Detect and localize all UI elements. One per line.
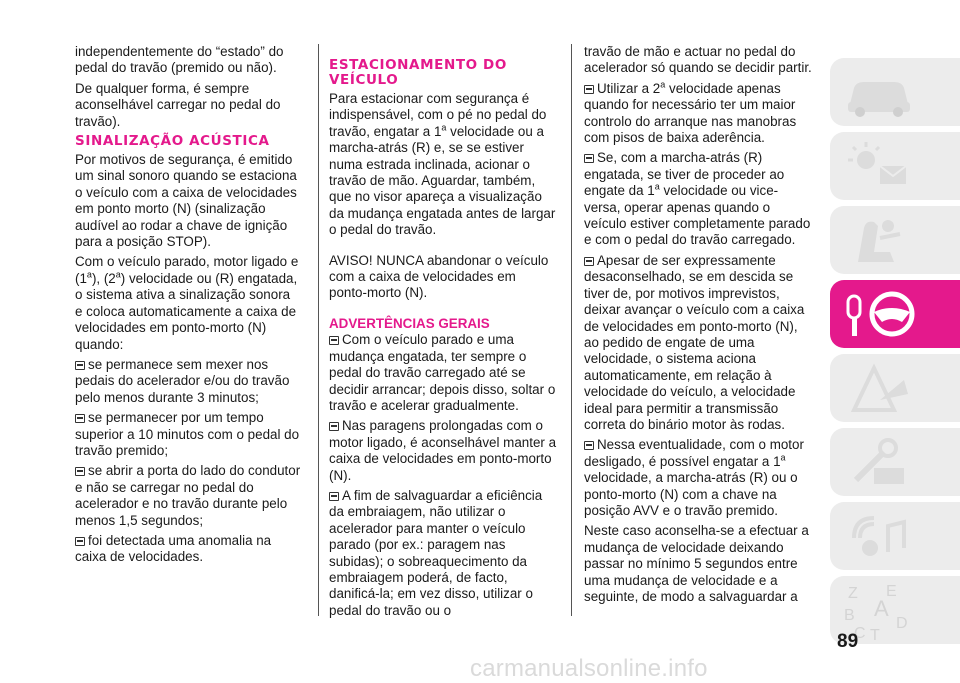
index-letter: B — [844, 607, 855, 624]
index-letter: Z — [848, 585, 858, 602]
index-letter: D — [896, 615, 908, 632]
tab-multimedia[interactable] — [830, 502, 960, 570]
list-item: Se, com a marcha-atrás (R) engatada, se tiver de proceder ao engate da 1$^a$ velocidade ou vice-versa, operar apenas quando o veículo estiver completamente parado e com o pedal do travão carregado. — [584, 150, 811, 248]
tab-warning-lights[interactable] — [830, 132, 960, 200]
warning-paragraph: AVISO! NUNCA abandonar o veículo com a caixa de velocidades em ponto-morto (N). — [329, 252, 549, 301]
tab-car[interactable] — [830, 58, 960, 126]
bullet-icon — [75, 361, 85, 370]
index-letter: E — [886, 583, 897, 600]
key-steering-wheel-icon — [844, 286, 934, 342]
list-item: Nessa eventualidade, com o motor desligado, é possível engatar a 1$^a$ velocidade, a marcha-atrás (R) ou o ponto-morto (N) com a chave na posição AVV e o travão premido. — [584, 437, 804, 518]
paragraph: Neste caso aconselha-se a efectuar a mudança de velocidade deixando passar no mínimo 5 segundos entre uma mudança de velocidade e a seguinte, de modo a salvaguardar a — [584, 523, 809, 604]
car-icon — [844, 64, 914, 120]
bullet-icon — [329, 336, 339, 345]
list-item: foi detectada uma anomalia na caixa de velocidades. — [75, 532, 272, 565]
section-heading-parking: ESTACIONAMENTO DO VEÍCULO — [329, 57, 507, 88]
paragraph: Com o veículo parado, motor ligado e (1$^a$), (2$^a$) velocidade ou (R) engatada, o sistema ativa a sinalização sonora e coloca automaticamente a caixa de velocidades em ponto-morto (N) quando: — [75, 254, 299, 352]
bullet-icon — [584, 154, 594, 163]
watermark: carmanualsonline.info — [470, 655, 708, 682]
list-item: Nas paragens prolongadas com o motor ligado, é aconselhável manter a caixa de velocidades em ponto-morto (N). — [329, 418, 557, 483]
paragraph: travão de mão e actuar no pedal do acelerador só quando se decidir partir. — [584, 44, 812, 76]
list-item: se permanece sem mexer nos pedais do acelerador e/ou do travão pelo menos durante 3 minutos; — [75, 356, 290, 405]
bullet-icon — [75, 467, 85, 476]
index-letter: C — [854, 625, 866, 642]
chapter-tabs — [830, 58, 960, 650]
bullet-icon — [329, 422, 339, 431]
bullet-icon — [75, 414, 85, 423]
list-item: se abrir a porta do lado do condutor e não se carregar no pedal do acelerador e no travão durante pelo menos 1,5 segundos; — [75, 463, 301, 528]
tab-maintenance[interactable] — [830, 428, 960, 496]
paragraph: Para estacionar com segurança é indispensável, com o pé no pedal do travão, engatar a 1$^a$ velocidade ou a marcha-atrás (R) e, se se estiver numa estrada inclinada, acionar o travão de mão. Aguardar, também, que no visor apareça a visualização da mudança engatada antes de largar o pedal do travão. — [329, 91, 556, 238]
bullet-icon — [584, 441, 594, 450]
column-divider — [571, 44, 572, 616]
paragraph: De qualquer forma, é sempre aconselhável carregar no pedal do travão). — [75, 80, 281, 129]
column-divider — [318, 44, 319, 616]
subheading-general-warnings: ADVERTÊNCIAS GERAIS — [329, 315, 490, 331]
page-number: 89 — [837, 631, 859, 652]
index-letter: A — [874, 596, 889, 621]
road-warning-icon — [844, 360, 914, 416]
bullet-icon — [329, 492, 339, 501]
list-item: Apesar de ser expressamente desaconselhado, se em descida se tiver de, por motivos imprevistos, deixar avançar o veículo com a caixa de velocidades em ponto-morto (N), ao pedido de engate de uma velocidade, o sistema aciona automaticamente, em relação à velocidade do veículo, a velocidade ideal para permitir a transmissão correta do binário motor às rodas. — [584, 252, 805, 432]
list-item: Com o veículo parado e uma mudança engatada, ter sempre o pedal do travão carregado até se decidir arrancar; depois disso, soltar o travão e acelerar gradualmente. — [329, 332, 556, 413]
section-heading-acoustic-signal: SINALIZAÇÃO ACÚSTICA — [75, 133, 270, 150]
paragraph: Por motivos de segurança, é emitido um sinal sonoro quando se estaciona o veículo com a caixa de velocidades em ponto morto (N) (sinalização audível ao rodar a chave de ignição para a posição STOP). — [75, 152, 297, 250]
tab-safety[interactable] — [830, 206, 960, 274]
bullet-icon — [584, 85, 594, 94]
multimedia-icon — [844, 508, 914, 564]
toolbox-icon — [844, 434, 914, 490]
warning-lights-icon — [844, 138, 914, 194]
list-item: Utilizar a 2$^a$ velocidade apenas quando for necessário ter um maior controlo do arranque nas manobras com pisos de baixa aderência. — [584, 79, 797, 146]
list-item: se permanecer por um tempo superior a 10 minutos com o pedal do travão premido; — [75, 410, 300, 458]
column-2 — [329, 44, 557, 623]
column-3 — [584, 44, 814, 609]
index-letter: T — [870, 627, 880, 642]
list-item: A fim de salvaguardar a eficiência da embraiagem, não utilizar o acelerador para manter o veículo parado (por ex.: paragem nas subidas); o sobreaquecimento da embraiagem poderá, de facto, danificá-la; em vez disso, utilizar o pedal do travão ou o — [329, 487, 543, 618]
bullet-icon — [584, 257, 594, 266]
seat-airbag-icon — [844, 212, 914, 268]
paragraph: independentemente do “estado” do pedal do travão (premido ou não). — [75, 44, 284, 76]
tab-starting-driving[interactable] — [830, 280, 960, 348]
column-1 — [75, 44, 301, 570]
bullet-icon — [75, 537, 85, 546]
tab-emergency[interactable] — [830, 354, 960, 422]
